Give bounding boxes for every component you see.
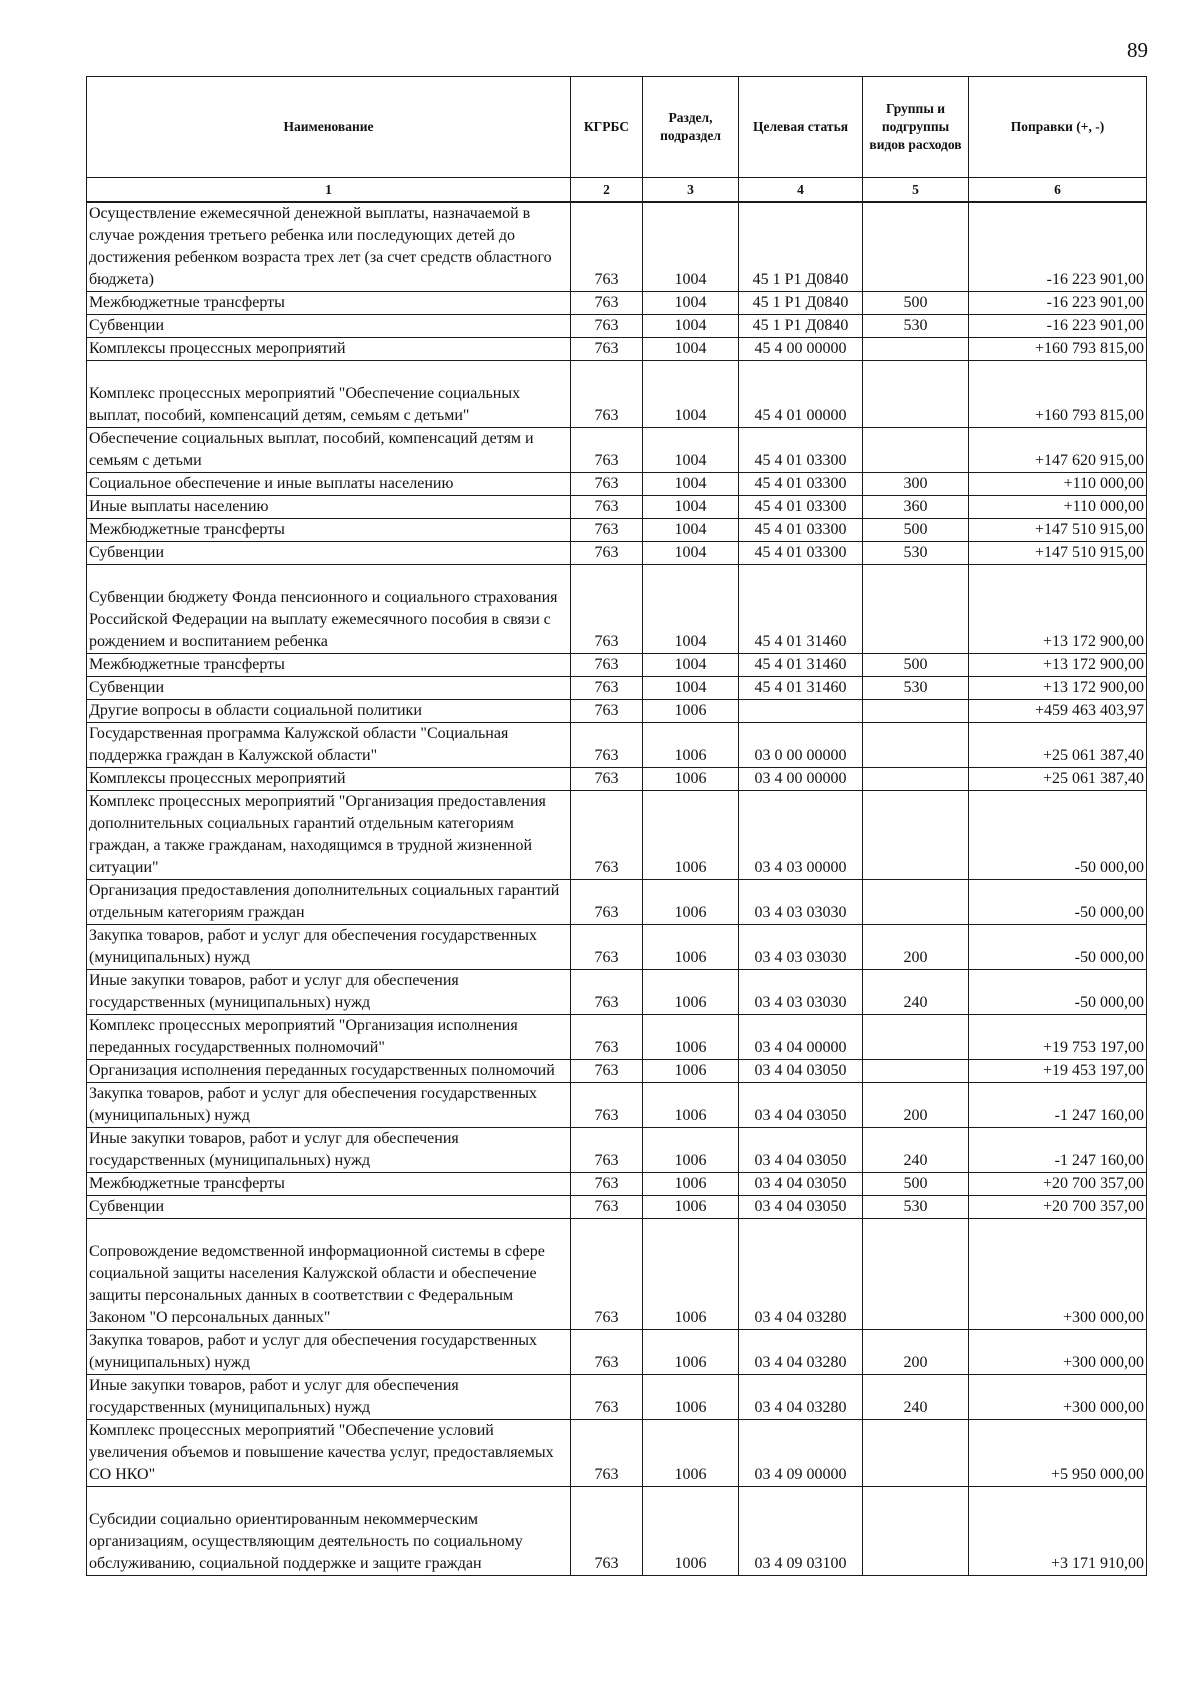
row-name-cell: Субсидии социально ориентированным некоммерческим организациям, осуществляющим деятельность по социальному обслуживанию, социальной поддержке и защите граждан — [87, 1487, 571, 1576]
column-number: 6 — [969, 178, 1147, 203]
row-target-cell: 03 4 04 03050 — [739, 1060, 863, 1083]
row-target-cell: 03 4 04 03050 — [739, 1173, 863, 1196]
row-amount-cell: +19 753 197,00 — [969, 1015, 1147, 1060]
row-name-cell: Субвенции — [87, 1196, 571, 1219]
row-kgrbs-cell: 763 — [571, 1219, 643, 1330]
header-amount: Поправки (+, -) — [969, 77, 1147, 178]
row-kgrbs-cell: 763 — [571, 496, 643, 519]
row-section-cell: 1004 — [643, 315, 739, 338]
row-kgrbs-cell: 763 — [571, 1015, 643, 1060]
row-target-cell: 03 4 09 03100 — [739, 1487, 863, 1576]
row-amount-cell: +5 950 000,00 — [969, 1420, 1147, 1487]
row-group-cell: 530 — [863, 677, 969, 700]
row-target-cell: 45 1 Р1 Д0840 — [739, 315, 863, 338]
row-group-cell: 500 — [863, 654, 969, 677]
row-name-cell: Межбюджетные трансферты — [87, 654, 571, 677]
table-row — [87, 654, 1147, 677]
row-section-cell: 1004 — [643, 473, 739, 496]
header-group: Группы и подгруппы видов расходов — [863, 77, 969, 178]
budget-table — [86, 76, 1147, 1576]
row-group-cell: 530 — [863, 542, 969, 565]
table-body — [87, 202, 1147, 1576]
row-group-cell — [863, 565, 969, 654]
row-amount-cell: -50 000,00 — [969, 791, 1147, 880]
row-name-cell: Субвенции — [87, 677, 571, 700]
row-section-cell: 1006 — [643, 925, 739, 970]
row-section-cell: 1004 — [643, 496, 739, 519]
row-group-cell: 500 — [863, 519, 969, 542]
table-row — [87, 1196, 1147, 1219]
row-target-cell: 03 4 03 03030 — [739, 925, 863, 970]
row-target-cell: 45 4 01 31460 — [739, 565, 863, 654]
row-name-cell: Государственная программа Калужской области "Социальная поддержка граждан в Калужской области" — [87, 723, 571, 768]
row-amount-cell: +160 793 815,00 — [969, 361, 1147, 428]
row-target-cell: 45 4 01 03300 — [739, 473, 863, 496]
row-section-cell: 1004 — [643, 202, 739, 292]
row-section-cell: 1006 — [643, 1420, 739, 1487]
row-kgrbs-cell: 763 — [571, 1173, 643, 1196]
column-number-row — [87, 178, 1147, 203]
row-kgrbs-cell: 763 — [571, 292, 643, 315]
row-kgrbs-cell: 763 — [571, 1330, 643, 1375]
row-group-cell: 240 — [863, 970, 969, 1015]
row-target-cell: 03 4 04 03050 — [739, 1128, 863, 1173]
row-kgrbs-cell: 763 — [571, 700, 643, 723]
table-row — [87, 1375, 1147, 1420]
row-group-cell: 200 — [863, 1330, 969, 1375]
table-row — [87, 496, 1147, 519]
table-row — [87, 1015, 1147, 1060]
table-row — [87, 428, 1147, 473]
row-amount-cell: +25 061 387,40 — [969, 768, 1147, 791]
row-amount-cell: +147 510 915,00 — [969, 542, 1147, 565]
table-row — [87, 315, 1147, 338]
row-target-cell: 03 4 04 03280 — [739, 1375, 863, 1420]
row-section-cell: 1004 — [643, 542, 739, 565]
row-group-cell: 530 — [863, 315, 969, 338]
row-section-cell: 1006 — [643, 768, 739, 791]
table-row — [87, 338, 1147, 361]
column-number: 2 — [571, 178, 643, 203]
row-section-cell: 1006 — [643, 723, 739, 768]
row-kgrbs-cell: 763 — [571, 1375, 643, 1420]
row-kgrbs-cell: 763 — [571, 970, 643, 1015]
table-row — [87, 970, 1147, 1015]
row-kgrbs-cell: 763 — [571, 315, 643, 338]
row-amount-cell: -50 000,00 — [969, 925, 1147, 970]
row-amount-cell: +19 453 197,00 — [969, 1060, 1147, 1083]
table-row — [87, 292, 1147, 315]
row-name-cell: Закупка товаров, работ и услуг для обеспечения государственных (муниципальных) нужд — [87, 925, 571, 970]
row-target-cell: 03 4 04 03050 — [739, 1083, 863, 1128]
row-group-cell: 240 — [863, 1375, 969, 1420]
row-target-cell: 45 1 Р1 Д0840 — [739, 202, 863, 292]
row-target-cell: 03 4 03 03030 — [739, 970, 863, 1015]
row-kgrbs-cell: 763 — [571, 202, 643, 292]
row-amount-cell: -16 223 901,00 — [969, 292, 1147, 315]
header-target: Целевая статья — [739, 77, 863, 178]
row-kgrbs-cell: 763 — [571, 677, 643, 700]
header-section: Раздел, подраздел — [643, 77, 739, 178]
row-name-cell: Субвенции бюджету Фонда пенсионного и социального страхования Российской Федерации на выплату ежемесячного пособия в связи с рождением и воспитанием ребенка — [87, 565, 571, 654]
row-target-cell: 45 4 01 03300 — [739, 496, 863, 519]
table-row — [87, 565, 1147, 654]
row-amount-cell: +147 620 915,00 — [969, 428, 1147, 473]
row-group-cell — [863, 338, 969, 361]
row-group-cell: 500 — [863, 1173, 969, 1196]
table-row — [87, 677, 1147, 700]
table-row — [87, 519, 1147, 542]
row-name-cell: Субвенции — [87, 315, 571, 338]
row-section-cell: 1004 — [643, 361, 739, 428]
row-group-cell — [863, 428, 969, 473]
row-kgrbs-cell: 763 — [571, 361, 643, 428]
row-amount-cell: +110 000,00 — [969, 496, 1147, 519]
row-section-cell: 1006 — [643, 1330, 739, 1375]
row-name-cell: Межбюджетные трансферты — [87, 1173, 571, 1196]
column-number: 4 — [739, 178, 863, 203]
row-target-cell: 45 4 01 03300 — [739, 542, 863, 565]
row-section-cell: 1004 — [643, 654, 739, 677]
row-target-cell: 45 4 01 31460 — [739, 677, 863, 700]
column-number: 5 — [863, 178, 969, 203]
row-target-cell: 03 4 04 00000 — [739, 1015, 863, 1060]
row-group-cell — [863, 880, 969, 925]
row-section-cell: 1006 — [643, 791, 739, 880]
table-row — [87, 791, 1147, 880]
row-amount-cell: +147 510 915,00 — [969, 519, 1147, 542]
row-section-cell: 1006 — [643, 1487, 739, 1576]
row-name-cell: Закупка товаров, работ и услуг для обеспечения государственных (муниципальных) нужд — [87, 1330, 571, 1375]
row-kgrbs-cell: 763 — [571, 1060, 643, 1083]
row-target-cell: 45 1 Р1 Д0840 — [739, 292, 863, 315]
table-row — [87, 925, 1147, 970]
row-kgrbs-cell: 763 — [571, 473, 643, 496]
row-amount-cell: +13 172 900,00 — [969, 677, 1147, 700]
row-name-cell: Субвенции — [87, 542, 571, 565]
row-target-cell: 03 0 00 00000 — [739, 723, 863, 768]
table-row — [87, 1487, 1147, 1576]
row-target-cell: 45 4 01 03300 — [739, 519, 863, 542]
row-group-cell — [863, 723, 969, 768]
row-amount-cell: +300 000,00 — [969, 1219, 1147, 1330]
row-group-cell — [863, 791, 969, 880]
row-amount-cell: +13 172 900,00 — [969, 565, 1147, 654]
row-name-cell: Организация предоставления дополнительных социальных гарантий отдельным категориям граждан — [87, 880, 571, 925]
row-amount-cell: +13 172 900,00 — [969, 654, 1147, 677]
row-kgrbs-cell: 763 — [571, 338, 643, 361]
row-name-cell: Межбюджетные трансферты — [87, 292, 571, 315]
row-name-cell: Комплексы процессных мероприятий — [87, 338, 571, 361]
row-kgrbs-cell: 763 — [571, 565, 643, 654]
row-kgrbs-cell: 763 — [571, 542, 643, 565]
table-row — [87, 1128, 1147, 1173]
row-section-cell: 1006 — [643, 1375, 739, 1420]
row-group-cell — [863, 1060, 969, 1083]
row-group-cell: 500 — [863, 292, 969, 315]
row-section-cell: 1006 — [643, 1219, 739, 1330]
row-name-cell: Социальное обеспечение и иные выплаты населению — [87, 473, 571, 496]
row-name-cell: Закупка товаров, работ и услуг для обеспечения государственных (муниципальных) нужд — [87, 1083, 571, 1128]
row-kgrbs-cell: 763 — [571, 723, 643, 768]
table-row — [87, 1173, 1147, 1196]
row-section-cell: 1006 — [643, 1128, 739, 1173]
row-name-cell: Комплекс процессных мероприятий "Организация предоставления дополнительных социальных гарантий отдельным категориям граждан, а также гражданам, находящимся в трудной жизненной ситуации" — [87, 791, 571, 880]
row-name-cell: Комплекс процессных мероприятий "Организация исполнения переданных государственных полномочий" — [87, 1015, 571, 1060]
row-group-cell — [863, 768, 969, 791]
row-section-cell: 1006 — [643, 700, 739, 723]
row-group-cell: 200 — [863, 1083, 969, 1128]
row-name-cell: Обеспечение социальных выплат, пособий, компенсаций детям и семьям с детьми — [87, 428, 571, 473]
row-kgrbs-cell: 763 — [571, 925, 643, 970]
row-kgrbs-cell: 763 — [571, 1420, 643, 1487]
row-name-cell: Комплекс процессных мероприятий "Обеспечение условий увеличения объемов и повышение качества услуг, предоставляемых СО НКО" — [87, 1420, 571, 1487]
row-kgrbs-cell: 763 — [571, 768, 643, 791]
row-section-cell: 1004 — [643, 677, 739, 700]
row-section-cell: 1004 — [643, 565, 739, 654]
row-kgrbs-cell: 763 — [571, 519, 643, 542]
row-group-cell: 300 — [863, 473, 969, 496]
row-kgrbs-cell: 763 — [571, 1128, 643, 1173]
table-row — [87, 202, 1147, 292]
row-target-cell: 03 4 03 00000 — [739, 791, 863, 880]
row-target-cell: 45 4 01 03300 — [739, 428, 863, 473]
row-name-cell: Иные выплаты населению — [87, 496, 571, 519]
table-row — [87, 1330, 1147, 1375]
row-section-cell: 1004 — [643, 338, 739, 361]
row-section-cell: 1006 — [643, 880, 739, 925]
row-name-cell: Сопровождение ведомственной информационной системы в сфере социальной защиты населения Калужской области и обеспечение защиты персональных данных в соответствии с Федеральным Законом "О персональных данных" — [87, 1219, 571, 1330]
table-row — [87, 542, 1147, 565]
row-amount-cell: -1 247 160,00 — [969, 1083, 1147, 1128]
row-section-cell: 1006 — [643, 1060, 739, 1083]
row-name-cell: Иные закупки товаров, работ и услуг для обеспечения государственных (муниципальных) нужд — [87, 1375, 571, 1420]
row-target-cell: 03 4 00 00000 — [739, 768, 863, 791]
row-amount-cell: +160 793 815,00 — [969, 338, 1147, 361]
row-amount-cell: -50 000,00 — [969, 880, 1147, 925]
row-section-cell: 1006 — [643, 1196, 739, 1219]
header-kgrbs: КГРБС — [571, 77, 643, 178]
table-row — [87, 1060, 1147, 1083]
row-target-cell: 03 4 09 00000 — [739, 1420, 863, 1487]
row-group-cell — [863, 1487, 969, 1576]
row-section-cell: 1004 — [643, 292, 739, 315]
row-section-cell: 1006 — [643, 970, 739, 1015]
row-amount-cell: +459 463 403,97 — [969, 700, 1147, 723]
row-group-cell — [863, 1420, 969, 1487]
row-name-cell: Межбюджетные трансферты — [87, 519, 571, 542]
row-name-cell: Комплекс процессных мероприятий "Обеспечение социальных выплат, пособий, компенсаций детям, семьям с детьми" — [87, 361, 571, 428]
table-row — [87, 1420, 1147, 1487]
row-group-cell: 240 — [863, 1128, 969, 1173]
row-section-cell: 1006 — [643, 1015, 739, 1060]
row-amount-cell: +20 700 357,00 — [969, 1173, 1147, 1196]
row-kgrbs-cell: 763 — [571, 791, 643, 880]
row-amount-cell: +20 700 357,00 — [969, 1196, 1147, 1219]
row-amount-cell: -1 247 160,00 — [969, 1128, 1147, 1173]
row-kgrbs-cell: 763 — [571, 654, 643, 677]
header-name: Наименование — [87, 77, 571, 178]
row-target-cell: 45 4 00 00000 — [739, 338, 863, 361]
row-target-cell — [739, 700, 863, 723]
row-target-cell: 45 4 01 31460 — [739, 654, 863, 677]
table-row — [87, 473, 1147, 496]
row-amount-cell: -16 223 901,00 — [969, 202, 1147, 292]
table-header-row — [87, 77, 1147, 178]
table-row — [87, 1219, 1147, 1330]
table-row — [87, 361, 1147, 428]
row-section-cell: 1006 — [643, 1083, 739, 1128]
row-kgrbs-cell: 763 — [571, 880, 643, 925]
row-amount-cell: +25 061 387,40 — [969, 723, 1147, 768]
row-section-cell: 1004 — [643, 428, 739, 473]
row-kgrbs-cell: 763 — [571, 1487, 643, 1576]
row-target-cell: 03 4 04 03050 — [739, 1196, 863, 1219]
row-group-cell — [863, 202, 969, 292]
row-amount-cell: +110 000,00 — [969, 473, 1147, 496]
row-kgrbs-cell: 763 — [571, 1196, 643, 1219]
row-group-cell — [863, 361, 969, 428]
row-section-cell: 1004 — [643, 519, 739, 542]
row-group-cell: 530 — [863, 1196, 969, 1219]
row-section-cell: 1006 — [643, 1173, 739, 1196]
row-group-cell — [863, 1219, 969, 1330]
row-group-cell: 200 — [863, 925, 969, 970]
column-number: 3 — [643, 178, 739, 203]
row-target-cell: 03 4 04 03280 — [739, 1330, 863, 1375]
table-row — [87, 768, 1147, 791]
row-amount-cell: +300 000,00 — [969, 1330, 1147, 1375]
row-target-cell: 03 4 03 03030 — [739, 880, 863, 925]
row-amount-cell: -16 223 901,00 — [969, 315, 1147, 338]
page-number: 89 — [1127, 38, 1148, 62]
row-name-cell: Иные закупки товаров, работ и услуг для обеспечения государственных (муниципальных) нужд — [87, 1128, 571, 1173]
row-kgrbs-cell: 763 — [571, 1083, 643, 1128]
row-group-cell: 360 — [863, 496, 969, 519]
table-row — [87, 700, 1147, 723]
row-name-cell: Осуществление ежемесячной денежной выплаты, назначаемой в случае рождения третьего ребенка или последующих детей до достижения ребенком возраста трех лет (за счет средств областного бюджета) — [87, 202, 571, 292]
row-amount-cell: +3 171 910,00 — [969, 1487, 1147, 1576]
row-name-cell: Другие вопросы в области социальной политики — [87, 700, 571, 723]
row-amount-cell: +300 000,00 — [969, 1375, 1147, 1420]
row-amount-cell: -50 000,00 — [969, 970, 1147, 1015]
row-target-cell: 45 4 01 00000 — [739, 361, 863, 428]
row-name-cell: Иные закупки товаров, работ и услуг для обеспечения государственных (муниципальных) нужд — [87, 970, 571, 1015]
row-group-cell — [863, 1015, 969, 1060]
column-number: 1 — [87, 178, 571, 203]
table-row — [87, 723, 1147, 768]
table-row — [87, 880, 1147, 925]
row-target-cell: 03 4 04 03280 — [739, 1219, 863, 1330]
row-name-cell: Организация исполнения переданных государственных полномочий — [87, 1060, 571, 1083]
row-group-cell — [863, 700, 969, 723]
table-row — [87, 1083, 1147, 1128]
row-kgrbs-cell: 763 — [571, 428, 643, 473]
row-name-cell: Комплексы процессных мероприятий — [87, 768, 571, 791]
